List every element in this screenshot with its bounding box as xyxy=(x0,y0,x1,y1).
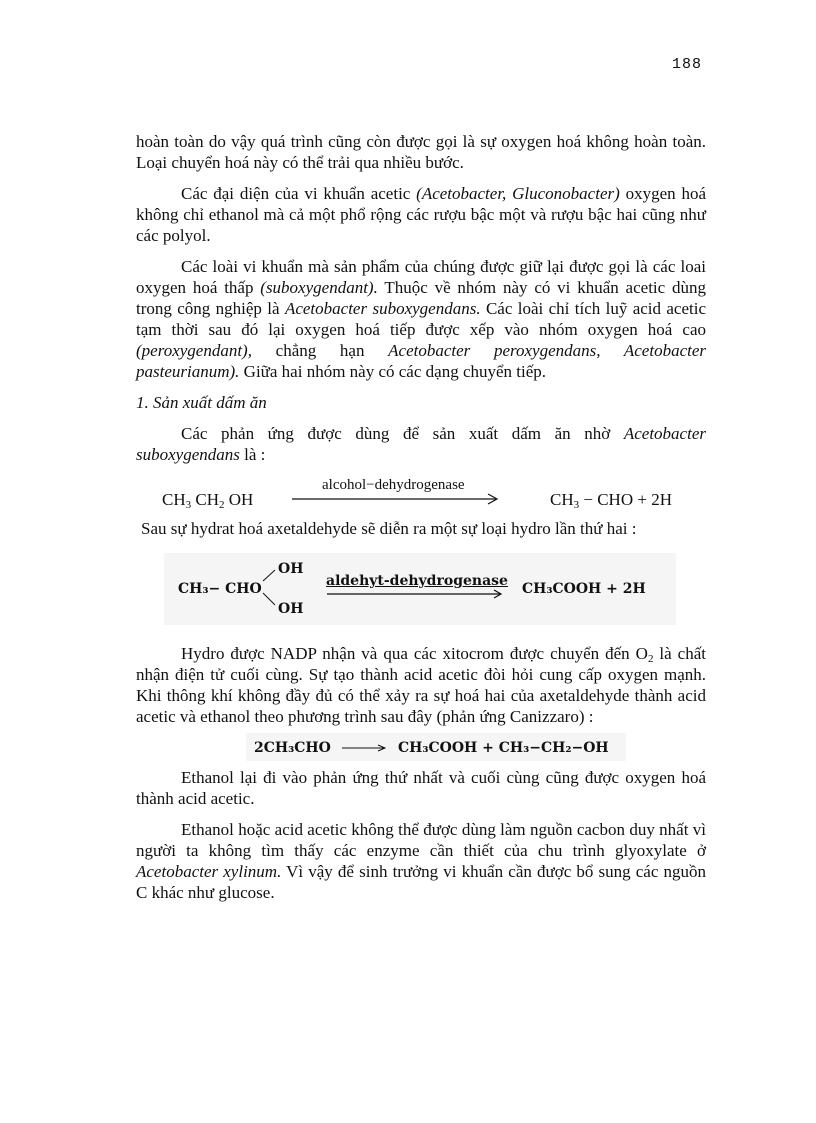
equation2-oh-bottom: OH xyxy=(278,601,304,617)
equation1-product: $CH_3$ − CHO + 2H xyxy=(550,490,672,511)
equation2-reactant: CH₃− CHO xyxy=(178,581,262,597)
paragraph-5: Hydro được NADP nhận và qua các xitocrom được chuyển đến $O_2$ là chất nhận điện tử cuối cùng. Sự tạo thành acid acetic đòi hỏi cung cấp oxygen mạnh. Khi thông khí không đầy đủ có thể xảy ra sự hoá hai của axetaldehyde thành acid acetic và ethanol theo phương trình sau đây (phản ứng Canizzaro) : xyxy=(136,644,706,726)
equation2-enzyme: aldehyt-dehydrogenase xyxy=(326,573,508,589)
equation-canizzaro xyxy=(246,733,626,761)
paragraph-3: Các loài vi khuẩn mà sản phẩm của chúng được giữ lại được gọi là các loai oxygen hoá thấp (suboxygendant). Thuộc về nhóm này có vi khuẩn acetic dùng trong công nghiệp là Acetobacter suboxygendans. Các loài chỉ tích luỹ acid acetic tạm thời sau đó lại oxygen hoá tiếp được xếp vào nhóm oxygen hoá cao (peroxygendant), chẳng hạn Acetobacter peroxygendans, Acetobacter pasteurianum). Giữa hai nhóm này có các dạng chuyển tiếp. xyxy=(136,257,707,381)
paragraph-7: Ethanol hoặc acid acetic không thể được dùng làm nguồn cacbon duy nhất vì người ta không tìm thấy các enzyme cần thiết của chu trình glyoxylate ở Acetobacter xylinum. Vì vậy để sinh trưởng vi khuẩn cần được bổ sung các nguồn C khác như glucose. xyxy=(136,820,706,902)
section-heading: 1. Sản xuất dấm ăn xyxy=(136,393,267,412)
equation-aldehyde-dehydrogenase xyxy=(164,553,676,625)
paragraph-1: hoàn toàn do vậy quá trình cũng còn được gọi là sự oxygen hoá không hoàn toàn. Loại chuyển hoá này có thể trải qua nhiều bước. xyxy=(136,132,706,172)
equation1-reactant: $CH_3$ $CH_2$ OH xyxy=(162,490,254,511)
paragraph-6: Ethanol lại đi vào phản ứng thứ nhất và cuối cùng cũng được oxygen hoá thành acid acetic. xyxy=(136,768,706,808)
equation3-reactant: 2CH₃CHO xyxy=(254,740,331,756)
paragraph-4: Các phản ứng được dùng để sản xuất dấm ăn nhờ Acetobacter suboxygendans là : xyxy=(136,424,706,464)
equation3-product: CH₃COOH + CH₃−CH₂−OH xyxy=(398,740,609,756)
equation1-enzyme: alcohol−dehydrogenase xyxy=(322,477,465,493)
reaction-arrow-icon xyxy=(292,493,502,505)
equation2-product: CH₃COOH + 2H xyxy=(522,581,646,597)
page-number: 188 xyxy=(672,56,703,73)
equation-caption: Sau sự hydrat hoá axetaldehyde sẽ diễn ra một sự loại hydro lần thứ hai : xyxy=(141,519,637,538)
equation-alcohol-dehydrogenase xyxy=(136,475,706,515)
page-body xyxy=(136,131,706,913)
paragraph-2: Các đại diện của vi khuẩn acetic (Acetobacter, Gluconobacter) oxygen hoá không chỉ ethanol mà cả một phổ rộng các rượu bậc một và rượu bậc hai cũng như các polyol. xyxy=(136,184,706,245)
equation2-oh-top: OH xyxy=(278,561,304,577)
